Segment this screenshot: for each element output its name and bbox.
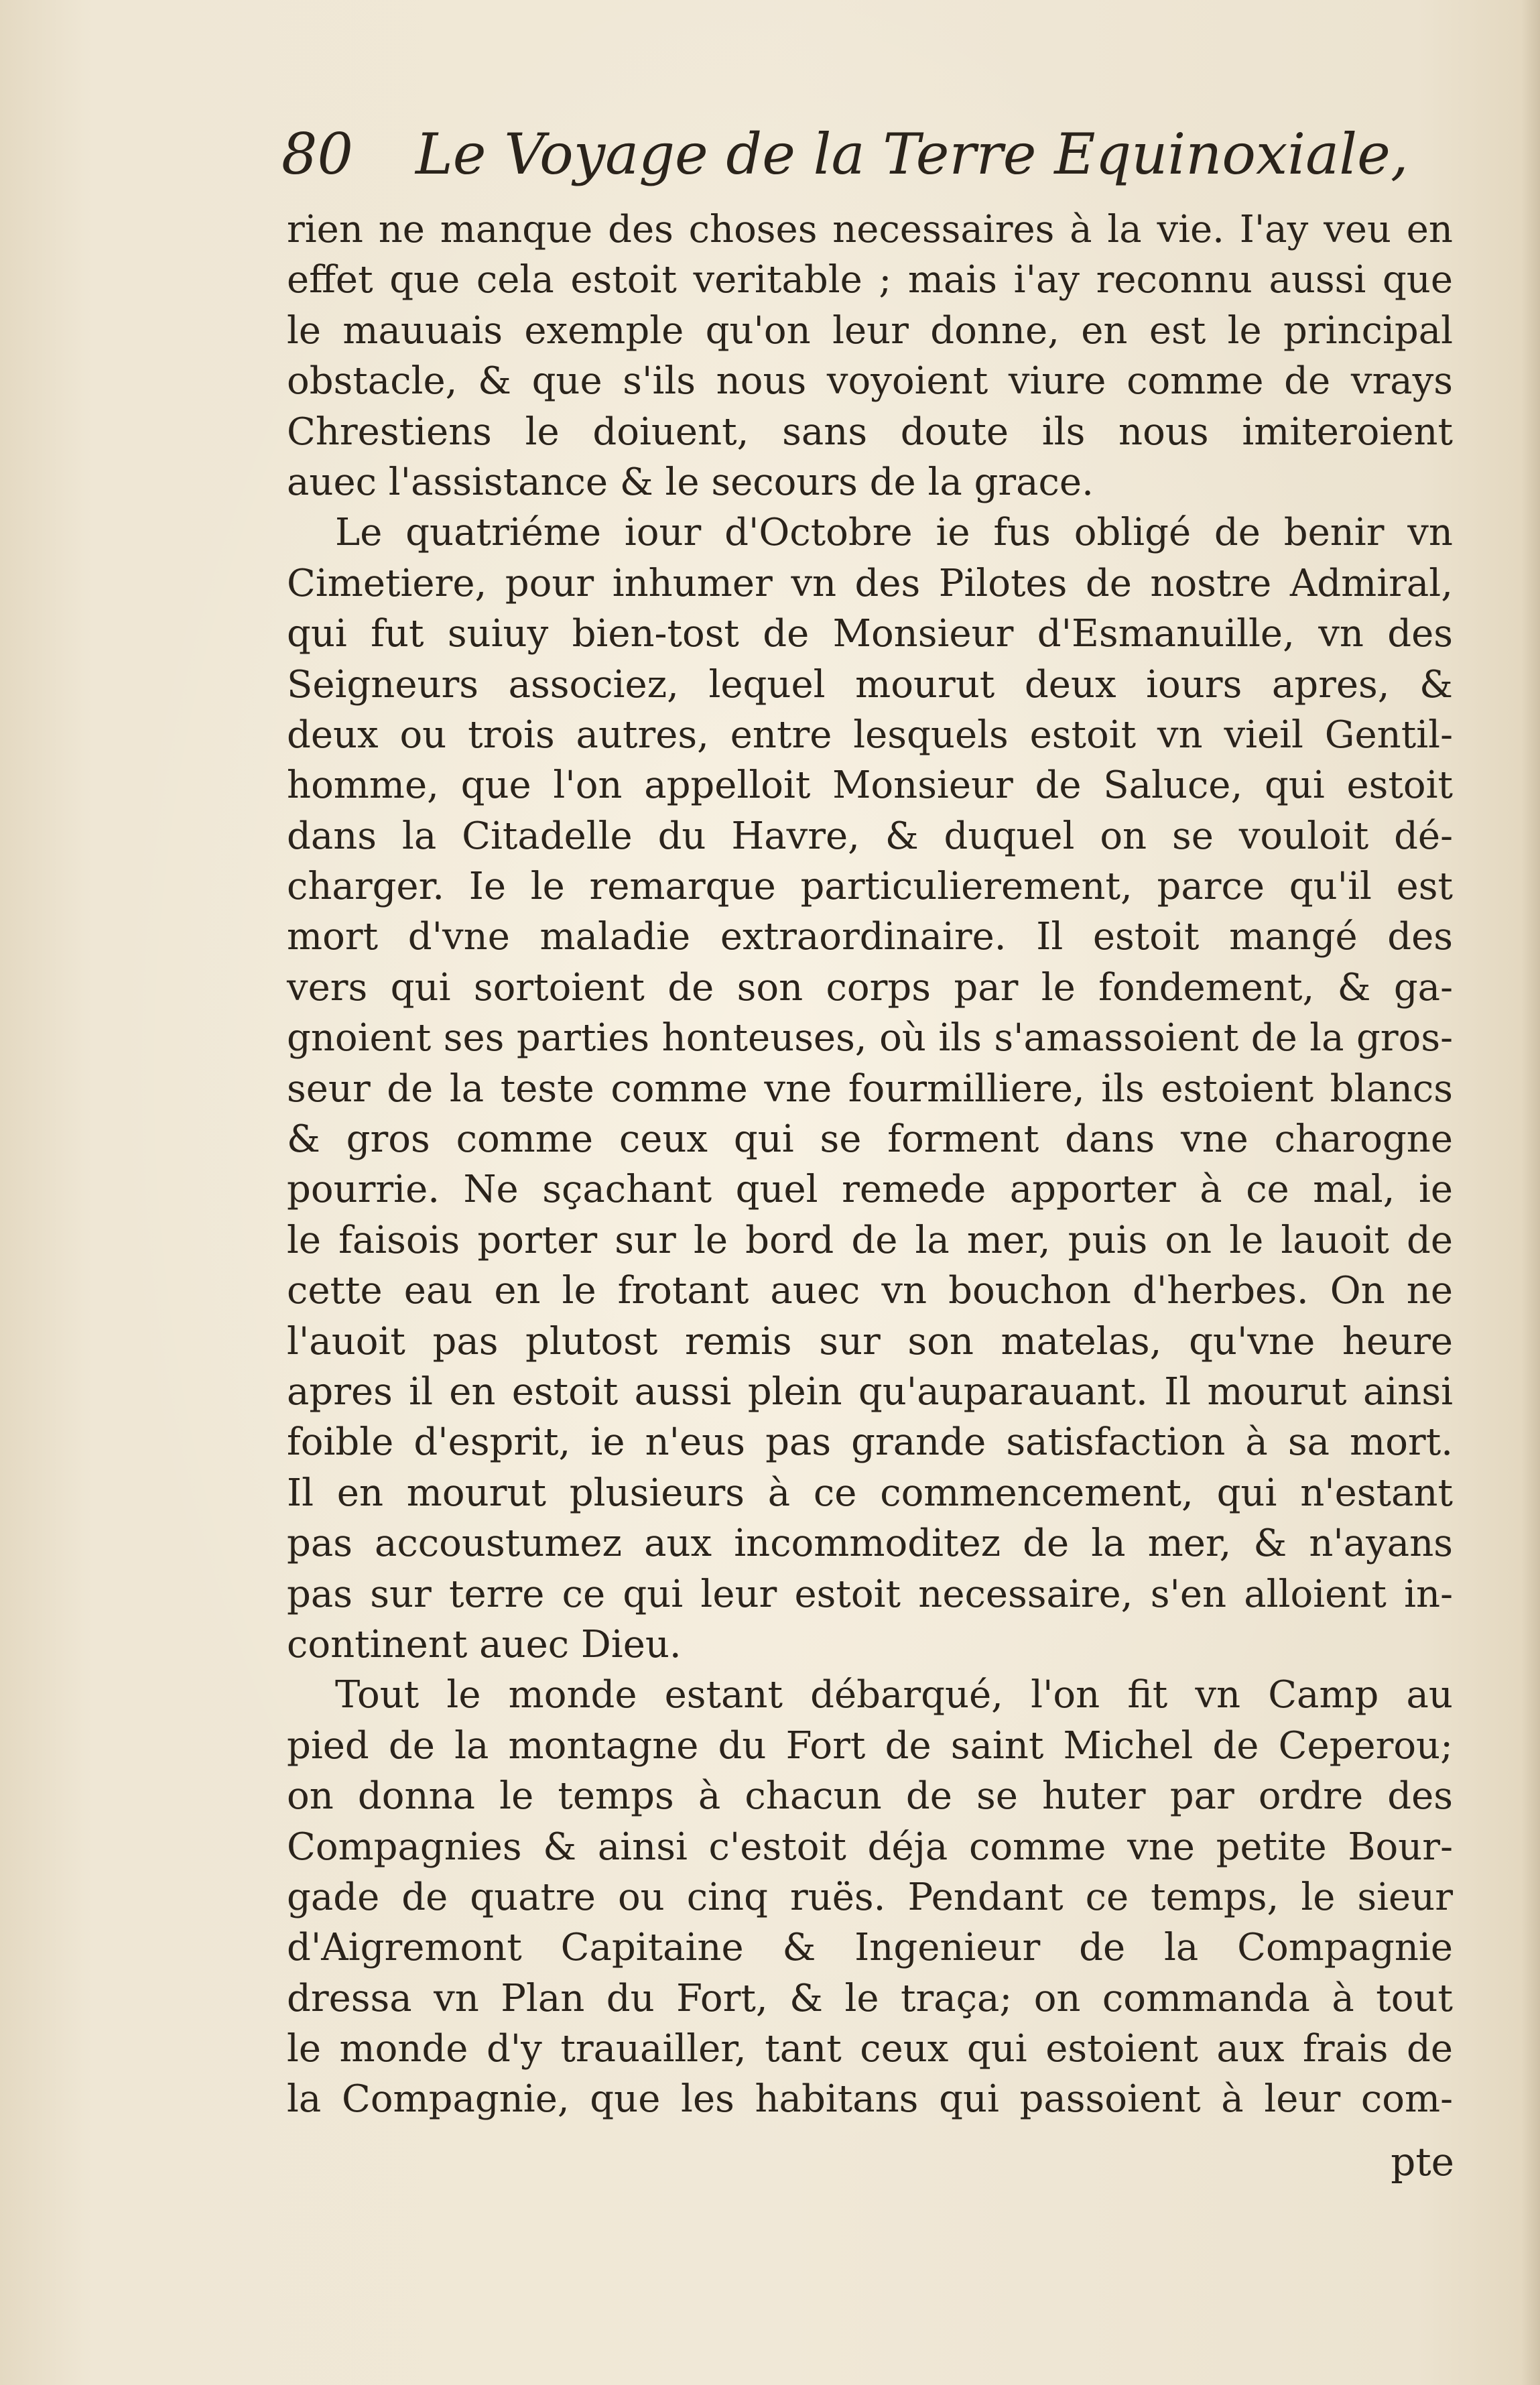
body-text — [287, 204, 1453, 2125]
text-line: pourrie. Ne sçachant quel remede apporter à ce mal, ie — [287, 1168, 1453, 1212]
text-line: le mauuais exemple qu'on leur donne, en est le principal — [287, 308, 1453, 353]
text-line: gnoient ses parties honteuses, où ils s'amassoient de la gros- — [287, 1016, 1453, 1060]
text-line: Il en mourut plusieurs à ce commencement, qui n'estant — [287, 1471, 1453, 1515]
catchword: pte — [1391, 2139, 1454, 2185]
running-title: Le Voyage de la Terre Equinoxiale, — [415, 121, 1409, 187]
text-line: homme, que l'on appelloit Monsieur de Saluce, qui estoit — [287, 763, 1453, 808]
text-line: apres il en estoit aussi plein qu'auparauant. Il mourut ainsi — [287, 1369, 1453, 1414]
text-line: la Compagnie, que les habitans qui passoient à leur com- — [287, 2077, 1453, 2122]
text-line: seur de la teste comme vne fourmilliere, ils estoient blancs — [287, 1066, 1453, 1111]
text-line: charger. Ie le remarque particulierement, parce qu'il est — [287, 865, 1453, 909]
text-line: Seigneurs associez, lequel mourut deux iours apres, & — [287, 662, 1453, 707]
text-line: gade de quatre ou cinq ruës. Pendant ce temps, le sieur — [287, 1875, 1453, 1919]
text-line: auec l'assistance & le secours de la grace. — [287, 460, 1094, 504]
text-line: rien ne manque des choses necessaires à la vie. I'ay veu en — [287, 208, 1453, 251]
text-line: le monde d'y trauailler, tant ceux qui estoient aux frais de — [287, 2027, 1453, 2071]
text-line: cette eau en le frotant auec vn bouchon d'herbes. On ne — [287, 1269, 1453, 1313]
text-line: & gros comme ceux qui se forment dans vne charogne — [287, 1117, 1453, 1162]
text-line: foible d'esprit, ie n'eus pas grande satisfaction à sa mort. — [287, 1420, 1453, 1465]
text-line: pas accoustumez aux incommoditez de la mer, & n'ayans — [287, 1522, 1453, 1566]
text-line: qui fut suiuy bien-tost de Monsieur d'Esmanuille, vn des — [287, 612, 1453, 656]
paragraph-start-line: Tout le monde estant débarqué, l'on fit vn Camp au — [335, 1673, 1453, 1717]
text-line: obstacle, & que s'ils nous voyoient viure comme de vrays — [287, 359, 1453, 404]
text-line: pas sur terre ce qui leur estoit necessaire, s'en alloient in- — [287, 1572, 1453, 1616]
text-line: on donna le temps à chacun de se huter par ordre des — [287, 1774, 1453, 1819]
running-head — [281, 114, 1409, 194]
text-line: dans la Citadelle du Havre, & duquel on se vouloit dé- — [287, 814, 1453, 858]
text-line: le faisois porter sur le bord de la mer, puis on le lauoit de — [287, 1218, 1453, 1262]
text-line: d'Aigremont Capitaine & Ingenieur de la Compagnie — [287, 1926, 1453, 1970]
text-line: Chrestiens le doiuent, sans doute ils nous imiteroient — [287, 410, 1453, 454]
page-edge-shadow — [1521, 0, 1540, 2385]
text-line: mort d'vne maladie extraordinaire. Il estoit mangé des — [287, 915, 1453, 959]
text-line: dressa vn Plan du Fort, & le traça; on commanda à tout — [287, 1976, 1453, 2020]
page-number: 80 — [281, 121, 353, 187]
paragraph-start-line: Le quatriéme iour d'Octobre ie fus obligé de benir vn — [335, 511, 1453, 555]
text-line: continent auec Dieu. — [287, 1622, 682, 1666]
text-line: vers qui sortoient de son corps par le fondement, & ga- — [287, 965, 1453, 1010]
text-line: Compagnies & ainsi c'estoit déja comme vne petite Bour- — [287, 1825, 1453, 1869]
text-line: deux ou trois autres, entre lesquels estoit vn vieil Gentil- — [287, 713, 1453, 757]
text-line: Cimetiere, pour inhumer vn des Pilotes de nostre Admiral, — [287, 561, 1453, 605]
text-line: pied de la montagne du Fort de saint Michel de Ceperou; — [287, 1723, 1453, 1768]
text-line: l'auoit pas plutost remis sur son matelas, qu'vne heure — [287, 1319, 1453, 1363]
text-line: effet que cela estoit veritable ; mais i'ay reconnu aussi que — [287, 258, 1453, 302]
